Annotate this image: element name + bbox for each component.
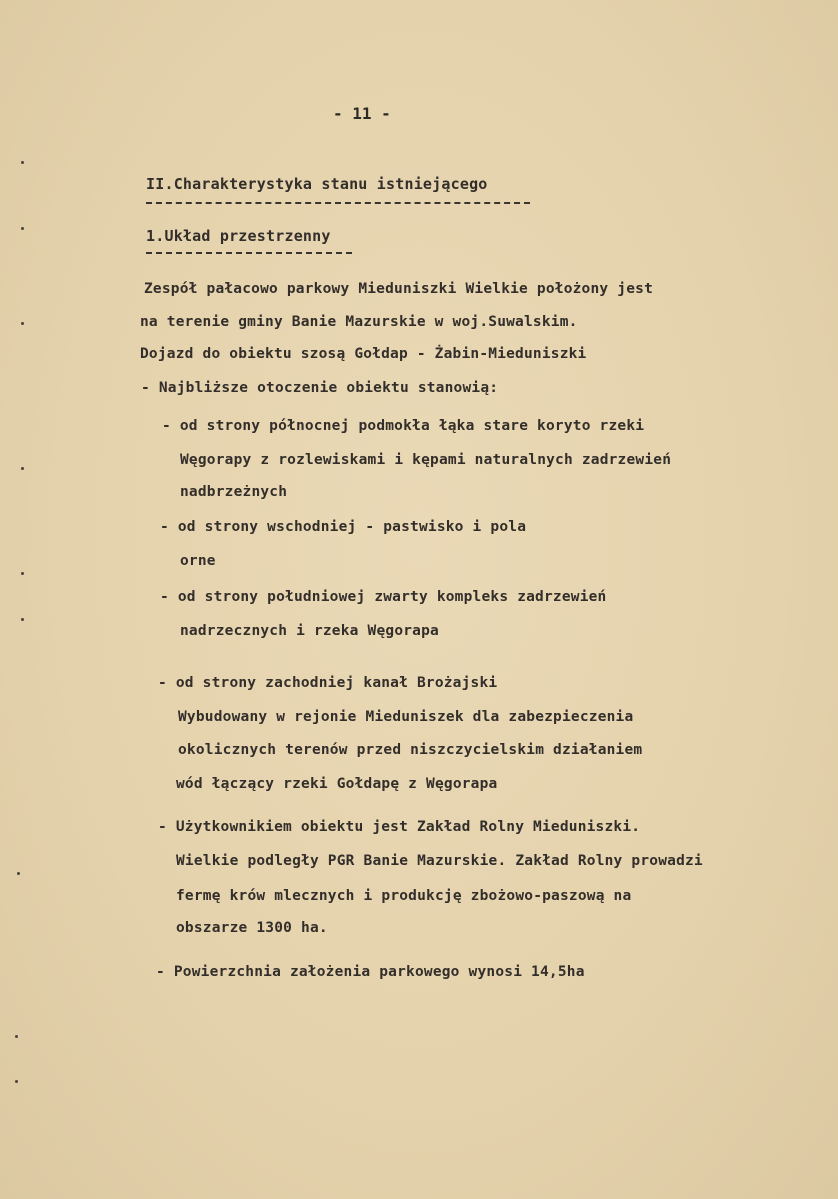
margin-mark bbox=[21, 227, 24, 230]
text-line-20: - Powierzchnia założenia parkowego wynosi 14,5ha bbox=[156, 964, 585, 980]
subsection-heading-underline bbox=[146, 252, 352, 254]
text-line-11: nadrzecznych i rzeka Węgorapa bbox=[180, 623, 439, 639]
section-heading: II.Charakterystyka stanu istniejącego bbox=[146, 175, 488, 193]
section-heading-underline bbox=[146, 202, 530, 204]
text-line-2: na terenie gminy Banie Mazurskie w woj.Suwalskim. bbox=[140, 314, 578, 330]
text-line-18: fermę krów mlecznych i produkcję zbożowo-paszową na bbox=[176, 888, 632, 904]
margin-mark bbox=[15, 1080, 18, 1083]
margin-mark bbox=[15, 1035, 18, 1038]
margin-mark bbox=[17, 872, 20, 875]
text-line-4: - Najbliższe otoczenie obiektu stanowią: bbox=[141, 380, 499, 396]
text-line-1: Zespół pałacowo parkowy Mieduniszki Wielkie położony jest bbox=[144, 281, 653, 297]
text-line-14: okolicznych terenów przed niszczycielskim działaniem bbox=[178, 742, 643, 758]
text-line-7: nadbrzeżnych bbox=[180, 484, 288, 500]
margin-mark bbox=[21, 161, 24, 164]
text-line-9: orne bbox=[180, 553, 216, 569]
margin-mark bbox=[21, 572, 24, 575]
text-line-3: Dojazd do obiektu szosą Gołdap - Żabin-Mieduniszki bbox=[140, 346, 587, 362]
text-line-6: Węgorapy z rozlewiskami i kępami naturalnych zadrzewień bbox=[180, 452, 672, 468]
page-number: - 11 - bbox=[333, 104, 391, 123]
subsection-heading: 1.Układ przestrzenny bbox=[146, 227, 331, 245]
text-line-10: - od strony południowej zwarty kompleks zadrzewień bbox=[160, 589, 607, 605]
text-line-19: obszarze 1300 ha. bbox=[176, 920, 328, 936]
text-line-8: - od strony wschodniej - pastwisko i pola bbox=[160, 519, 527, 535]
text-line-15: wód łączący rzeki Gołdapę z Węgorapa bbox=[176, 776, 498, 792]
margin-mark bbox=[21, 322, 24, 325]
margin-mark bbox=[21, 618, 24, 621]
text-line-5: - od strony północnej podmokła łąka stare koryto rzeki bbox=[162, 418, 645, 434]
text-line-17: Wielkie podległy PGR Banie Mazurskie. Zakład Rolny prowadzi bbox=[176, 853, 703, 869]
text-line-16: - Użytkownikiem obiektu jest Zakład Rolny Mieduniszki. bbox=[158, 819, 641, 835]
margin-mark bbox=[21, 467, 24, 470]
text-line-13: Wybudowany w rejonie Mieduniszek dla zabezpieczenia bbox=[178, 709, 634, 725]
text-line-12: - od strony zachodniej kanał Brożajski bbox=[158, 675, 498, 691]
